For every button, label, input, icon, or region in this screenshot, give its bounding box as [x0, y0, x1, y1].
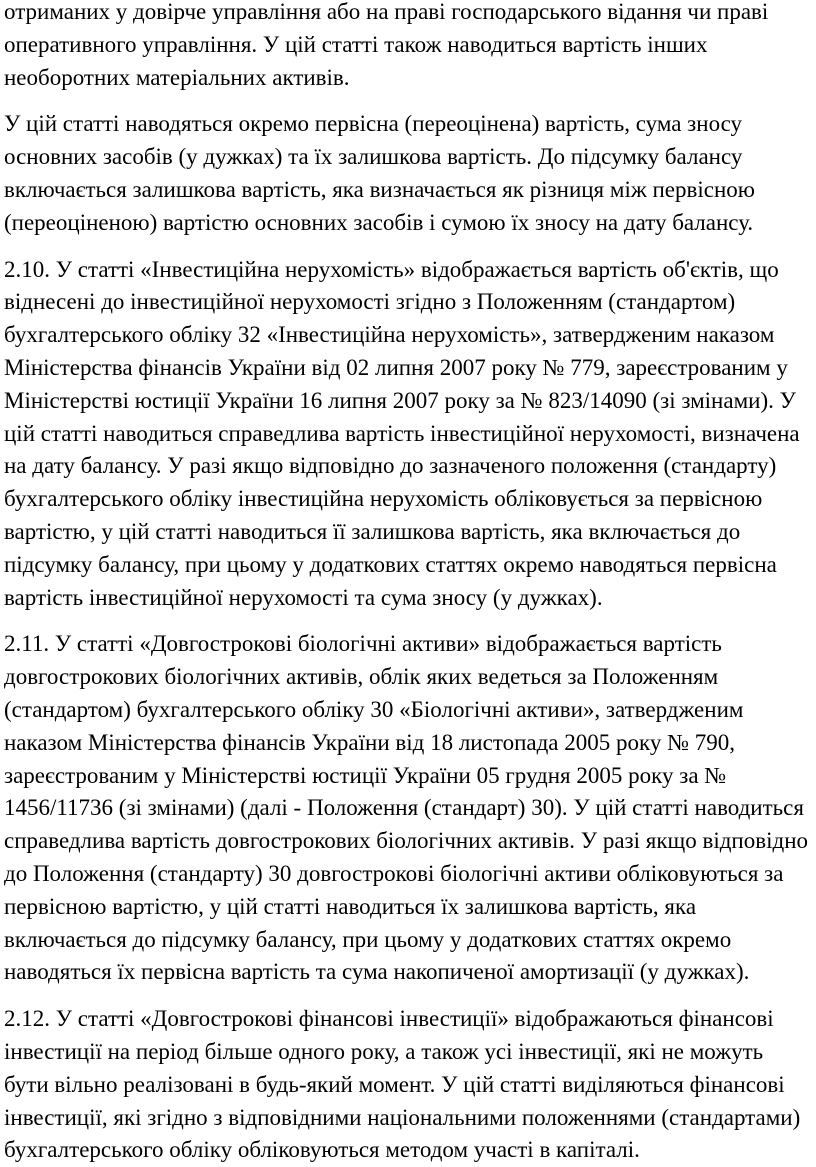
- paragraph: отриманих у довірче управління або на праві господарського відання чи праві оперативного управління. У цій статті також наводиться вартість інших необоротних матеріальних активів.: [4, 0, 769, 90]
- paragraph: 2.11. У статті «Довгострокові біологічні активи» відображається вартість довгострокових біологічних активів, облік яких ведеться за Положенням (стандартом) бухгалтерського обліку 30 «Біологічні активи», затвердженим наказом Міністерства фінансів України від 18 листопада 2005 року № 790, зареєстрованим у Міністерстві юстиції України 05 грудня 2005 року за № 1456/11736 (зі змінами) (далі - Положення (стандарт) 30). У цій статті наводиться справедлива вартість довгострокових біологічних активів. У разі якщо відповідно до Положення (стандарту) 30 довгострокові біологічні активи обліковуються за первісною вартістю, у цій статті наводиться їх залишкова вартість, яка включається до підсумку балансу, при цьому у додаткових статтях окремо наводяться їх первісна вартість та сума накопиченої амортизації (у дужках).: [4, 631, 809, 985]
- paragraph: 2.10. У статті «Інвестиційна нерухомість» відображається вартість об'єктів, що віднесені до інвестиційної нерухомості згідно з Положенням (стандартом) бухгалтерського обліку 32 «Інвестиційна нерухомість», затвердженим наказом Міністерства фінансів України від 02 липня 2007 року № 779, зареєстрованим у Міністерстві юстиції України 16 липня 2007 року за № 823/14090 (зі змінами). У цій статті наводиться справедлива вартість інвестиційної нерухомості, визначена на дату балансу. У разі якщо відповідно до зазначеного положення (стандарту) бухгалтерського обліку інвестиційна нерухомість обліковується за первісною вартістю, у цій статті наводиться її залишкова вартість, яка включається до підсумку балансу, при цьому у додаткових статтях окремо наводяться первісна вартість інвестиційної нерухомості та сума зносу (у дужках).: [4, 256, 800, 610]
- paragraph: У цій статті наводяться окремо первісна (переоцінена) вартість, сума зносу основних засобів (у дужках) та їх залишкова вартість. До підсумку балансу включається залишкова вартість, яка визначається як різниця між первісною (переоціненою) вартістю основних засобів і сумою їх зносу на дату балансу.: [4, 111, 755, 235]
- paragraph: 2.12. У статті «Довгострокові фінансові інвестиції» відображаються фінансові інвестиції на період більше одного року, а також усі інвестиції, які не можуть бути вільно реалізовані в будь-який момент. У цій статті виділяються фінансові інвестиції, які згідно з відповідними національними положеннями (стандартами) бухгалтерського обліку обліковуються методом участі в капіталі.: [4, 1006, 801, 1163]
